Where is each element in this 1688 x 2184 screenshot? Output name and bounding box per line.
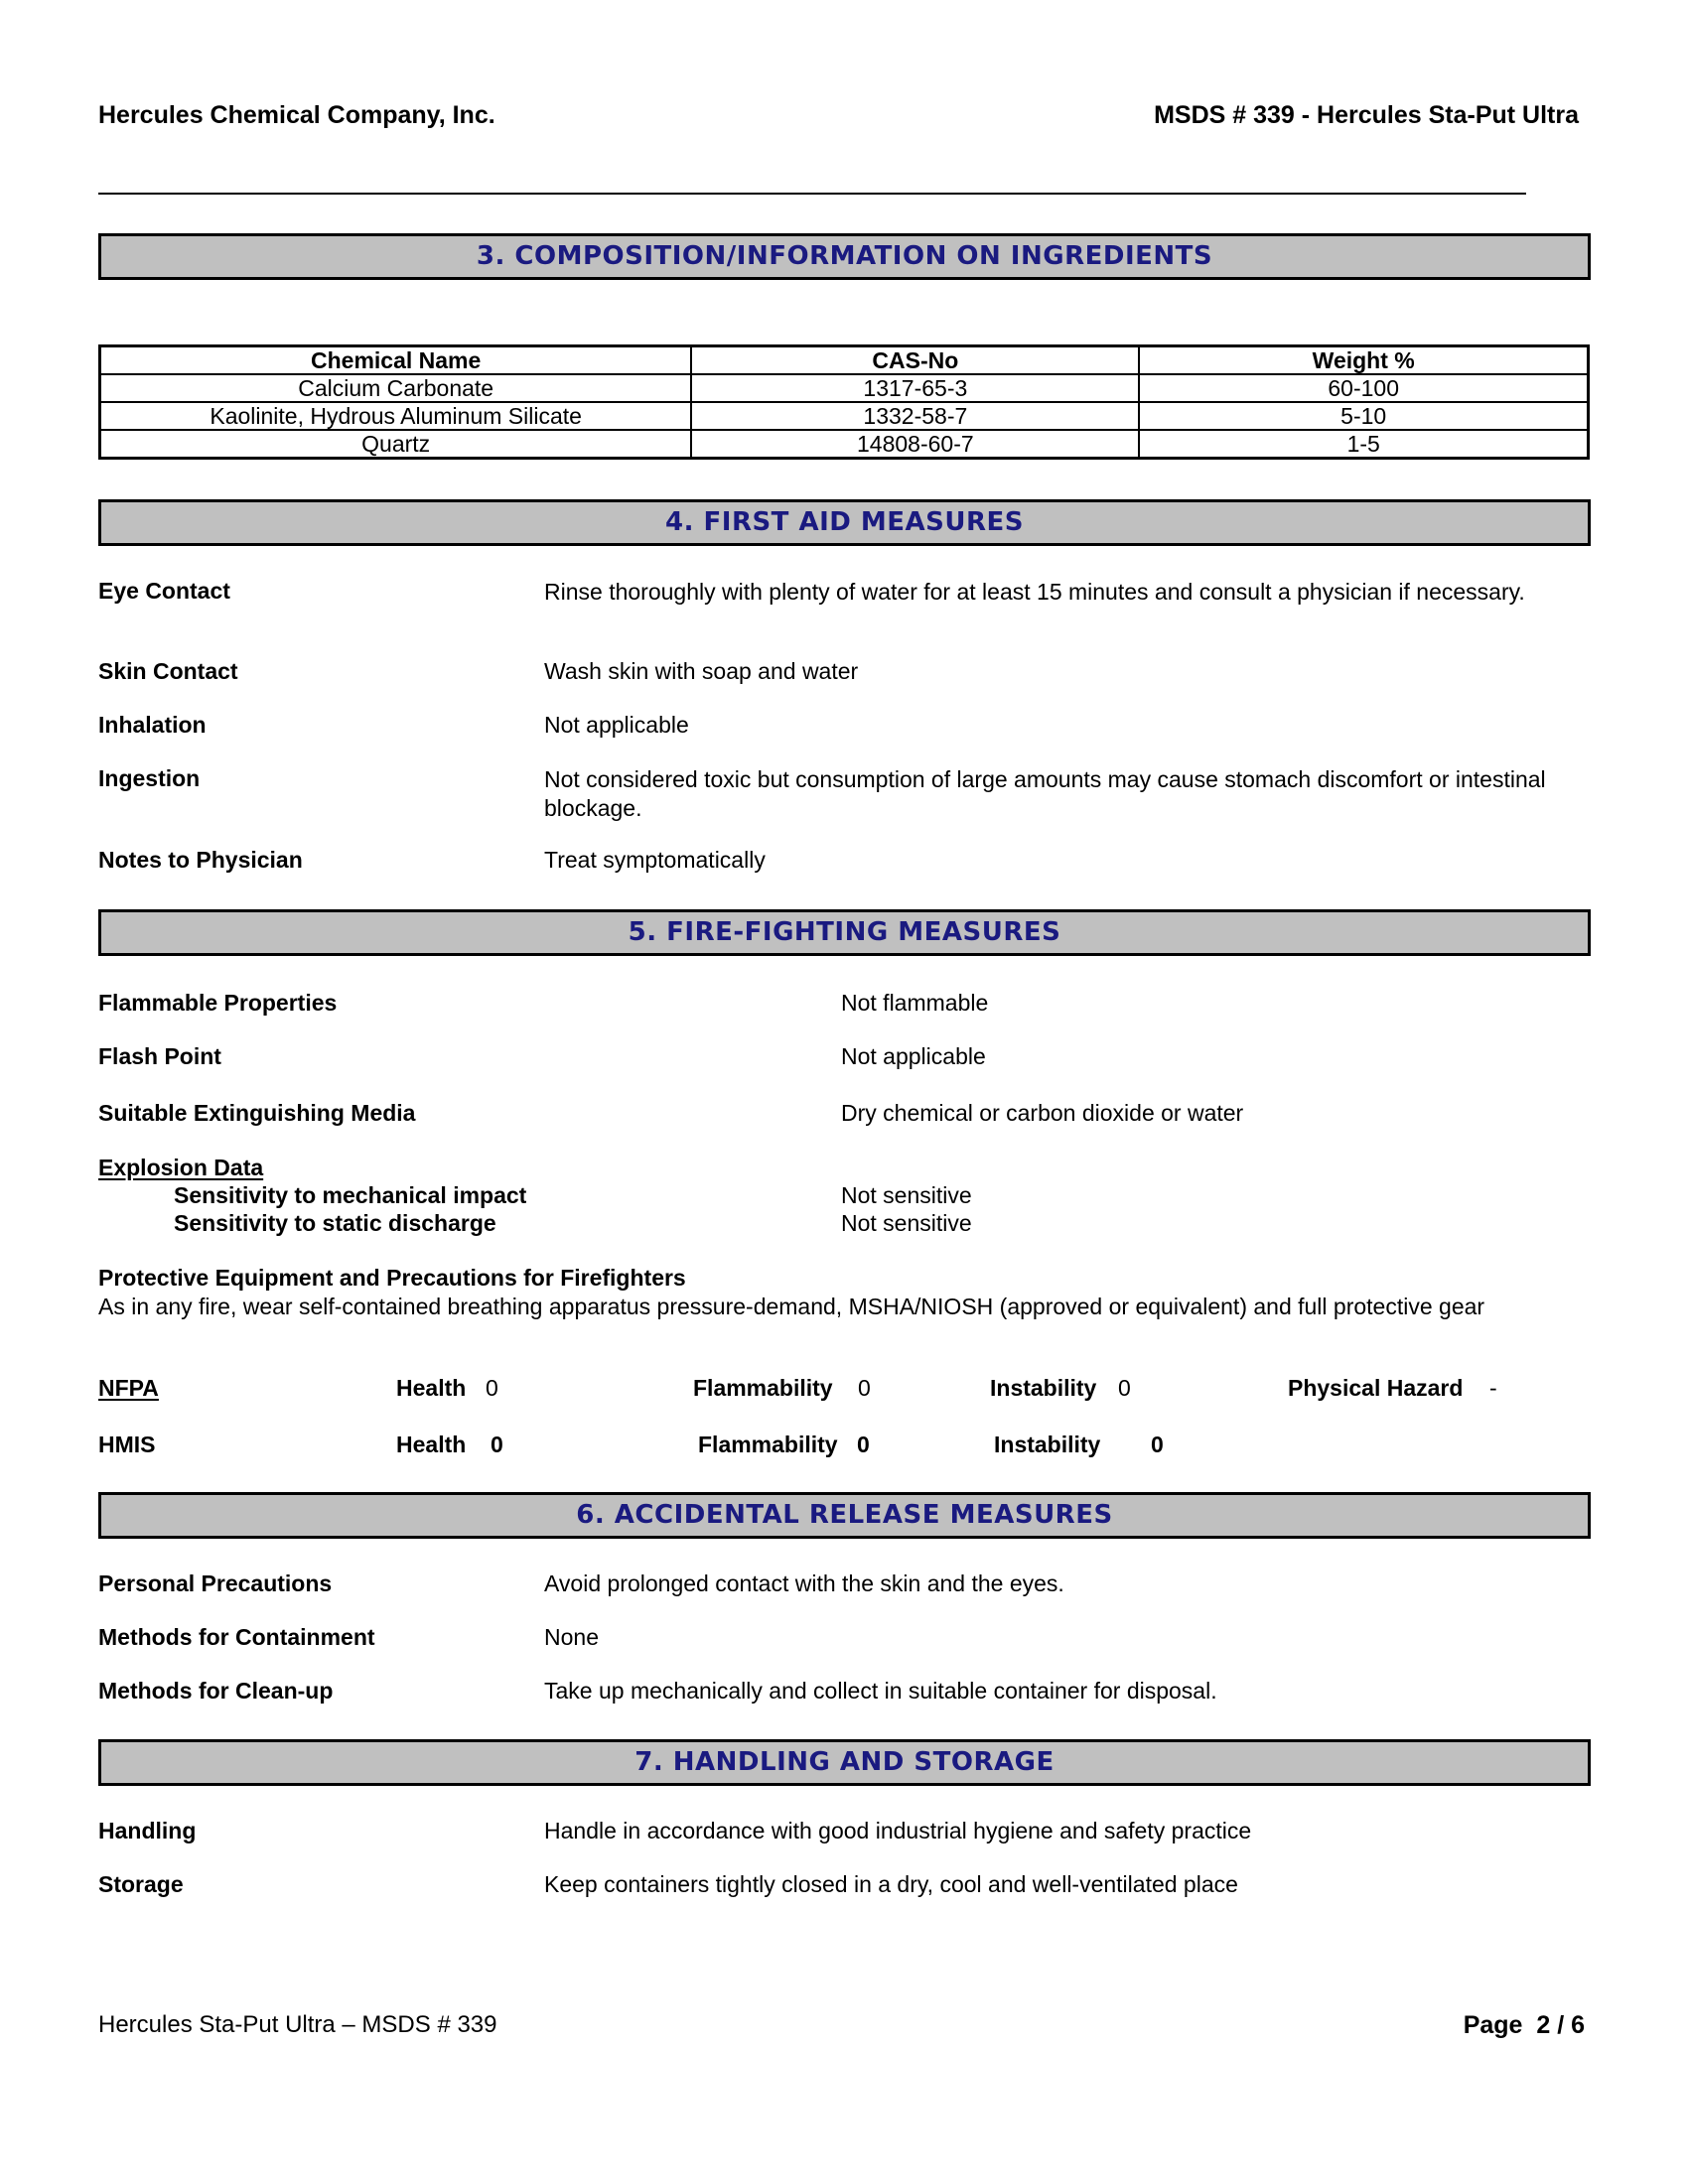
- weight-percent: 1-5: [1139, 430, 1588, 459]
- nfpa-health-label: Health: [396, 1375, 467, 1401]
- field-label: Suitable Extinguishing Media: [98, 1100, 416, 1126]
- field-label: Storage: [98, 1871, 184, 1897]
- cas-number: 1317-65-3: [691, 374, 1139, 402]
- weight-percent: 60-100: [1139, 374, 1588, 402]
- page-number: Page 2 / 6: [1463, 2011, 1585, 2039]
- protective-equipment-heading: Protective Equipment and Precautions for Firefighters: [98, 1265, 686, 1291]
- field-value: Not sensitive: [841, 1210, 972, 1236]
- field-value: Not flammable: [841, 990, 989, 1016]
- field-label: Flash Point: [98, 1043, 221, 1069]
- field-label: Methods for Containment: [98, 1624, 375, 1650]
- table-row: [100, 430, 1589, 459]
- hmis-instability-label: Instability: [994, 1432, 1101, 1457]
- section-6-title: 6. ACCIDENTAL RELEASE MEASURES: [576, 1500, 1113, 1530]
- cas-number: 14808-60-7: [691, 430, 1139, 459]
- field-value: Avoid prolonged contact with the skin and the eyes.: [544, 1570, 1064, 1596]
- field-value: Take up mechanically and collect in suitable container for disposal.: [544, 1678, 1217, 1704]
- table-header-row: [100, 346, 1589, 375]
- field-label: Eye Contact: [98, 578, 230, 604]
- chemical-name: Kaolinite, Hydrous Aluminum Silicate: [100, 402, 692, 430]
- field-label: Handling: [98, 1818, 197, 1843]
- nfpa-instability-value: 0: [1118, 1375, 1131, 1401]
- section-5-header: [98, 909, 1591, 956]
- section-5-title: 5. FIRE-FIGHTING MEASURES: [628, 917, 1061, 947]
- field-value: Wash skin with soap and water: [544, 658, 859, 684]
- chemical-name: Calcium Carbonate: [100, 374, 692, 402]
- field-label: Skin Contact: [98, 658, 238, 684]
- cas-number: 1332-58-7: [691, 402, 1139, 430]
- field-label: Ingestion: [98, 765, 201, 791]
- field-value: Not applicable: [544, 712, 689, 738]
- weight-percent: 5-10: [1139, 402, 1588, 430]
- hmis-flammability-value: 0: [857, 1432, 870, 1457]
- field-label: Sensitivity to mechanical impact: [174, 1182, 527, 1208]
- explosion-data-heading: Explosion Data: [98, 1155, 264, 1180]
- column-header: Weight %: [1139, 346, 1588, 375]
- table-row: [100, 374, 1589, 402]
- field-value: Treat symptomatically: [544, 847, 766, 873]
- field-label: Personal Precautions: [98, 1570, 333, 1596]
- field-value: Not considered toxic but consumption of large amounts may cause stomach discomfort or intestinal blockage.: [544, 766, 1546, 821]
- section-7-title: 7. HANDLING AND STORAGE: [634, 1747, 1055, 1777]
- footer-document-name: Hercules Sta-Put Ultra – MSDS # 339: [98, 2011, 497, 2038]
- field-label: Sensitivity to static discharge: [174, 1210, 496, 1236]
- nfpa-physical-hazard-value: -: [1489, 1375, 1497, 1401]
- field-value: Keep containers tightly closed in a dry, cool and well-ventilated place: [544, 1871, 1238, 1897]
- hmis-label: HMIS: [98, 1432, 156, 1457]
- hmis-health-value: 0: [491, 1432, 503, 1457]
- section-4-header: [98, 499, 1591, 546]
- document-id: MSDS # 339 - Hercules Sta-Put Ultra: [1154, 101, 1579, 129]
- company-name: Hercules Chemical Company, Inc.: [98, 101, 495, 129]
- table-row: [100, 402, 1589, 430]
- hmis-instability-value: 0: [1151, 1432, 1164, 1457]
- hmis-flammability-label: Flammability: [698, 1432, 838, 1457]
- field-label: Inhalation: [98, 712, 207, 738]
- composition-table: [98, 344, 1590, 460]
- protective-equipment-text: As in any fire, wear self-contained breathing apparatus pressure-demand, MSHA/NIOSH (approved or equivalent) and full protective gear: [98, 1294, 1485, 1319]
- field-value: Handle in accordance with good industrial hygiene and safety practice: [544, 1818, 1252, 1843]
- field-label: Notes to Physician: [98, 847, 303, 873]
- field-value: Not sensitive: [841, 1182, 972, 1208]
- field-value: Not applicable: [841, 1043, 986, 1069]
- section-7-header: [98, 1739, 1591, 1786]
- section-6-header: [98, 1492, 1591, 1539]
- nfpa-flammability-label: Flammability: [693, 1375, 833, 1401]
- nfpa-flammability-value: 0: [858, 1375, 871, 1401]
- section-4-title: 4. FIRST AID MEASURES: [664, 507, 1025, 537]
- chemical-name: Quartz: [100, 430, 692, 459]
- nfpa-health-value: 0: [486, 1375, 498, 1401]
- field-label: Methods for Clean-up: [98, 1678, 334, 1704]
- field-value: Rinse thoroughly with plenty of water for at least 15 minutes and consult a physician if necessary.: [544, 579, 1525, 605]
- column-header: CAS-No: [691, 346, 1139, 375]
- nfpa-label: NFPA: [98, 1375, 159, 1401]
- section-3-title: 3. COMPOSITION/INFORMATION ON INGREDIENTS: [476, 241, 1213, 271]
- nfpa-physical-hazard-label: Physical Hazard: [1288, 1375, 1464, 1401]
- column-header: Chemical Name: [100, 346, 692, 375]
- nfpa-instability-label: Instability: [990, 1375, 1097, 1401]
- section-3-header: [98, 233, 1591, 280]
- field-value: Dry chemical or carbon dioxide or water: [841, 1100, 1244, 1126]
- field-label: Flammable Properties: [98, 990, 338, 1016]
- hmis-health-label: Health: [396, 1432, 467, 1457]
- field-value: None: [544, 1624, 599, 1650]
- header-divider: [98, 193, 1526, 195]
